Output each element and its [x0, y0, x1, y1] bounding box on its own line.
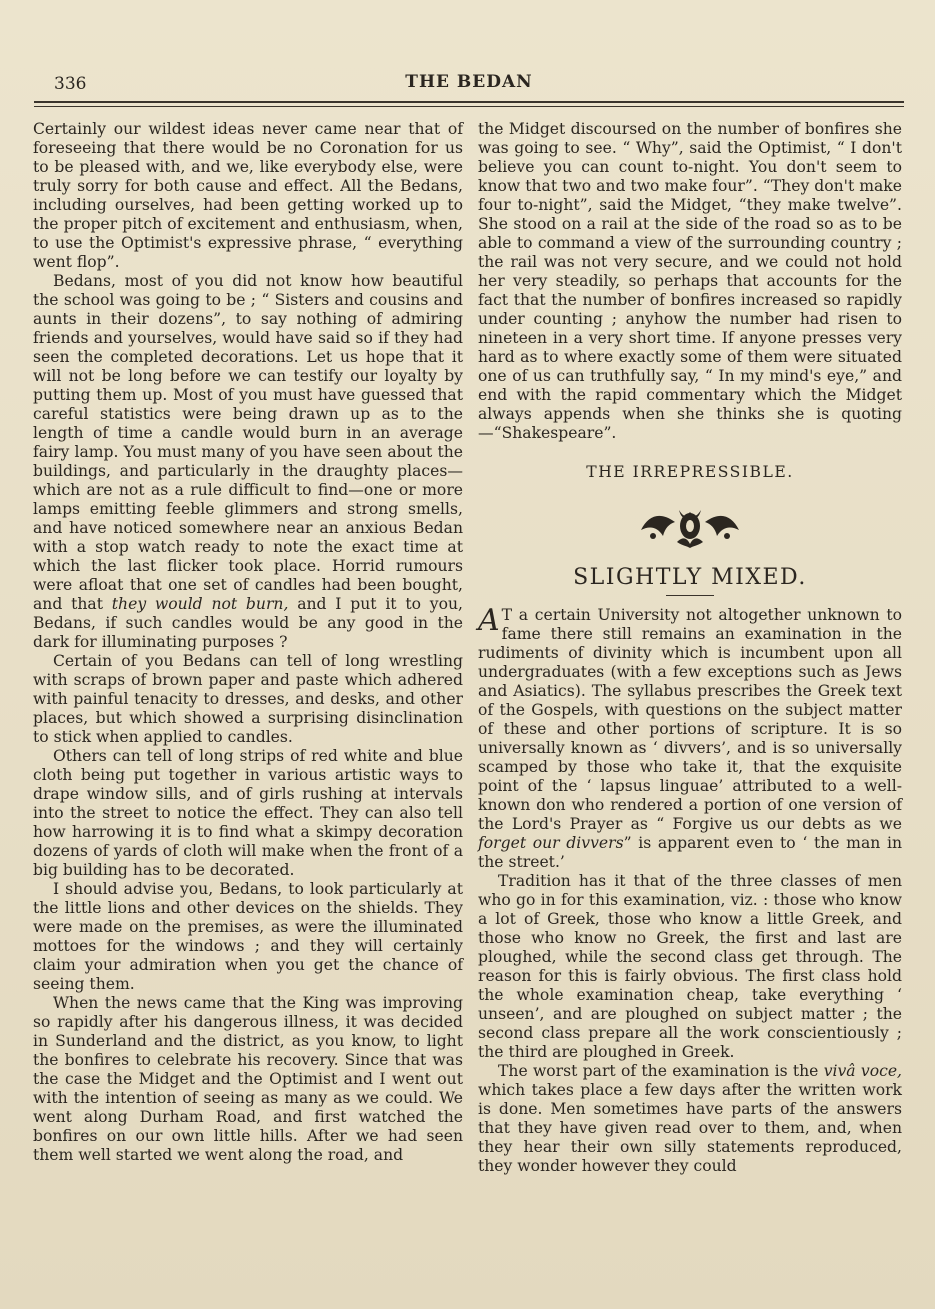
- paragraph: Certainly our wildest ideas never came near that of foreseeing that there would be no Coronation for us to be pleased with, and we, like everybody else, were truly sorry for both cause and effect. All the Bedans, including ourselves, had been getting worked up to the proper pitch of excitement and enthusiasm, when, to use the Optimist's expressive phrase, “ everything went flop”.: [33, 120, 463, 271]
- header-rule-thick: [34, 101, 904, 103]
- emphasis: they would not burn,: [111, 595, 289, 613]
- header-rule-thin: [34, 106, 904, 107]
- title-divider: [666, 595, 714, 596]
- paragraph: When the news came that the King was improving so rapidly after his dangerous illness, it was decided in Sunderland and the district, as you know, to light the bonfires to celebrate his recovery. Since that was the case the Midget and the Optimist and I went out with the intention of seeing as many as we could. We went along Durham Road, and first watched the bonfires on our own little hills. After we had seen them well started we went along the road, and: [33, 994, 463, 1164]
- page-header: [34, 64, 904, 104]
- drop-cap: A: [478, 603, 500, 638]
- section-title: SLIGHTLY MIXED.: [573, 565, 807, 590]
- paragraph: I should advise you, Bedans, to look particularly at the little lions and other devices on the shields. They were made on the premises, as were the illuminated mottoes for the windows ; and they will certainly claim your admiration when you get the chance of seeing them.: [33, 880, 463, 993]
- paragraph: Others can tell of long strips of red white and blue cloth being put together in various artistic ways to drape window sills, and of girls rushing at intervals into the street to notice the effect. They can also tell how harrowing it is to find what a skimpy decoration dozens of yards of cloth will make when the front of a big building has to be decorated.: [33, 747, 463, 879]
- emphasis: forget our divvers: [478, 834, 624, 852]
- paragraph: Tradition has it that of the three classes of men who go in for this examination, viz. : those who know a lot of Greek, those who know a little Greek, and those who know no Greek, the first and last are ploughed, while the second class get through. The reason for this is fairly obvious. The first class hold the whole examination cheap, take everything ‘ unseen’, and are ploughed on subject matter ; the second class prepare all the work conscientiously ; the third are ploughed in Greek.: [478, 872, 902, 1061]
- paragraph: Certain of you Bedans can tell of long wrestling with scraps of brown paper and paste which adhered with painful tenacity to dresses, and desks, and other places, but which showed a surprising disinclination to stick when applied to candles.: [33, 652, 463, 746]
- emphasis: vivâ voce,: [823, 1062, 902, 1080]
- running-title: THE BEDAN: [405, 72, 533, 92]
- right-column: [478, 120, 902, 1176]
- paragraph: The worst part of the examination is the vivâ voce, which takes place a few days after the written work is done. Men sometimes have parts of the answers that they have given read over to them, and, when they hear their own silly statements reproduced, they wonder however they could: [478, 1062, 902, 1175]
- paragraph: the Midget discoursed on the number of bonfires she was going to see. “ Why”, said the Optimist, “ I don't believe you can count to-night. You don't seem to know that two and two make four”. “They don't make four to-night”, said the Midget, “they make twelve”. She stood on a rail at the side of the road so as to be able to command a view of the surrounding country ; the rail was not very secure, and we could not hold her very steadily, so perhaps that accounts for the fact that the number of bonfires increased so rapidly under counting ; anyhow the number had risen to nineteen in a very short time. If anyone presses very hard as to where exactly some of them were situated one of us can truthfully say, “ In my mind's eye,” and end with the rapid commentary which the Midget always appends when she thinks she is quoting—“Shakespeare”.: [478, 120, 902, 442]
- page-number: 336: [54, 74, 87, 94]
- left-column: [33, 120, 463, 1165]
- author-signature: THE IRREPRESSIBLE.: [586, 463, 794, 481]
- decorative-ornament-icon: [635, 502, 745, 550]
- paragraph: A T a certain University not altogether unknown to fame there still remains an examination in the rudiments of divinity which is incumbent upon all undergraduates (with a few exceptions such as Jews and Asiatics). The syllabus prescribes the Greek text of the Gospels, with questions on the subject matter of these and other portions of scripture. It is so universally known as ‘ divvers’, and is so universally scamped by those who take it, that the exquisite point of the ‘ lapsus linguae’ attributed to a well-known don who rendered a portion of one version of the Lord's Prayer as “ Forgive us our debts as we forget our divvers” is apparent even to ‘ the man in the street.’: [478, 603, 902, 871]
- paragraph: Bedans, most of you did not know how beautiful the school was going to be ; “ Sisters and cousins and aunts in their dozens”, to say nothing of admiring friends and yourselves, would have said so if they had seen the completed decorations. Let us hope that it will not be long before we can testify our loyalty by putting them up. Most of you must have guessed that careful statistics were being drawn up as to the length of time a candle would burn in an average fairy lamp. You must many of you have seen about the buildings, and particularly in the draughty places—which are not as a rule difficult to find—one or more lamps emitting feeble glimmers and strong smells, and have noticed somewhere near an anxious Bedan with a stop watch ready to note the exact time at which the last flicker took place. Horrid rumours were afloat that one set of candles had been bought, and that they would not burn, and I put it to you, Bedans, if such candles would be any good in the dark for illuminating purposes ?: [33, 272, 463, 651]
